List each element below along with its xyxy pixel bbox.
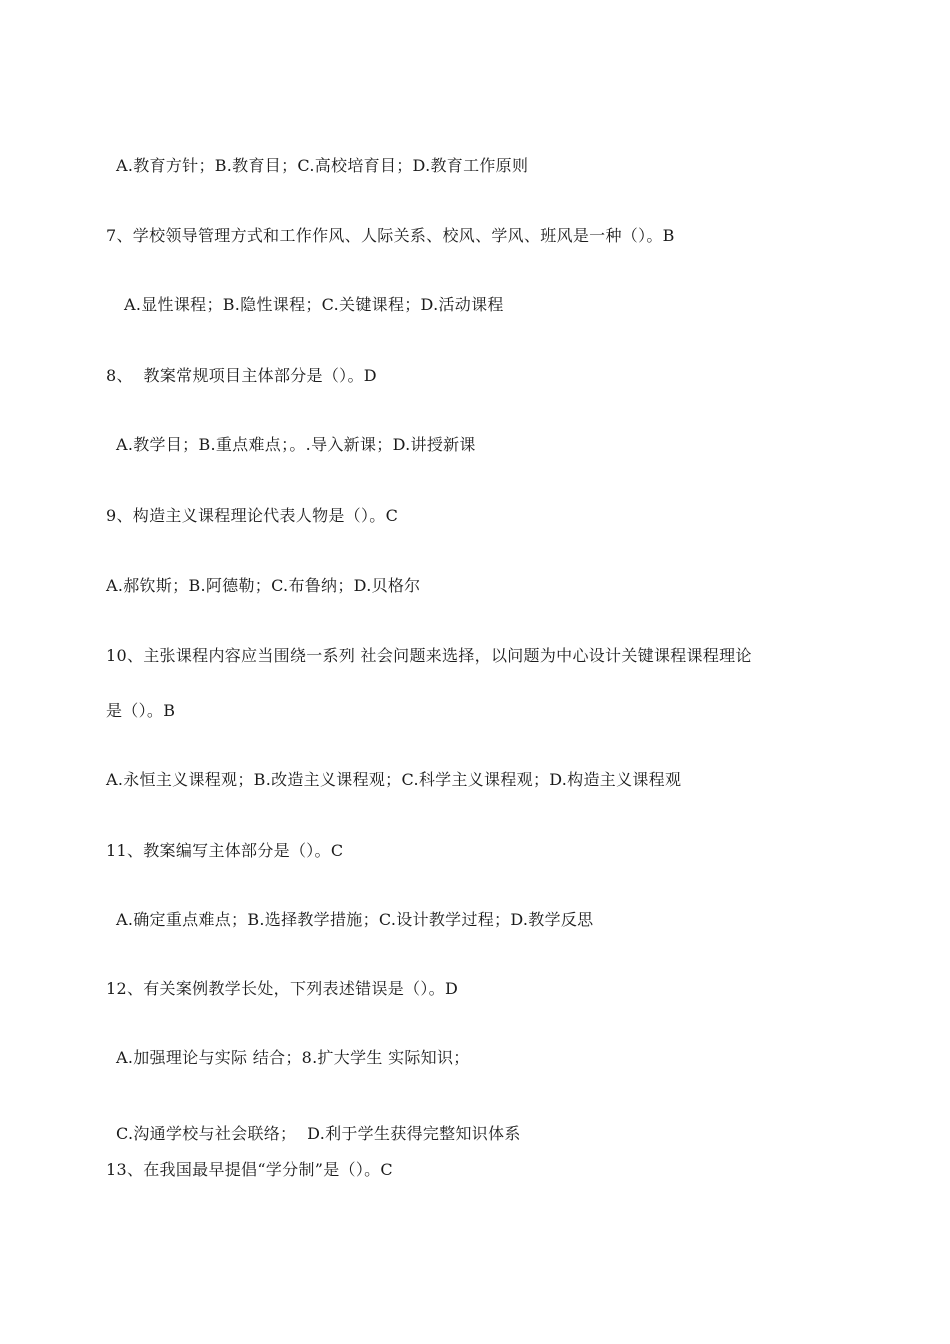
q10-question-line1: 10、主张课程内容应当围绕一系列 社会问题来选择，以问题为中心设计关键课程课程理论 [106,646,752,665]
q11-question: 11、教案编写主体部分是（）。C [106,841,344,860]
q7-options: A.显性课程；B.隐性课程；C.关键课程；D.活动课程 [124,295,504,314]
q12-question: 12、有关案例教学长处，下列表述错误是（）。D [106,979,459,998]
q9-question: 9、构造主义课程理论代表人物是（）。C [106,506,399,525]
q8-question: 8、 教案常规项目主体部分是（）。D [106,366,377,385]
q12-options-line2: C.沟通学校与社会联络； D.利于学生获得完整知识体系 [116,1124,521,1143]
q8-options: A.教学目；B.重点难点；。.导入新课；D.讲授新课 [116,435,476,454]
q9-options: A.郝钦斯；B.阿德勒；C.布鲁纳；D.贝格尔 [106,576,421,595]
q10-question-line2: 是（）。B [106,701,176,720]
q13-question: 13、在我国最早提倡“学分制”是（）。C [106,1160,393,1179]
q12-options-line1: A.加强理论与实际 结合；8.扩大学生 实际知识； [116,1048,470,1067]
q6-options: A.教育方针；B.教育目；C.高校培育目；D.教育工作原则 [116,156,529,175]
q7-question: 7、学校领导管理方式和工作作风、人际关系、校风、学风、班风是一种（）。B [106,226,675,245]
q11-options: A.确定重点难点；B.选择教学措施；C.设计教学过程；D.教学反思 [116,910,594,929]
q10-options: A.永恒主义课程观；B.改造主义课程观；C.科学主义课程观；D.构造主义课程观 [106,770,682,789]
